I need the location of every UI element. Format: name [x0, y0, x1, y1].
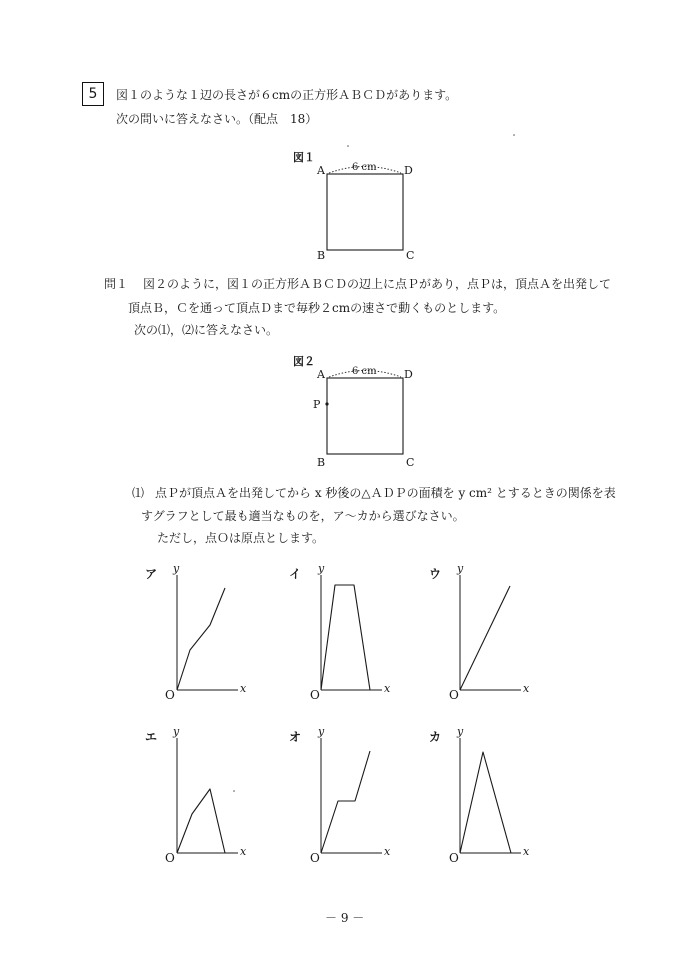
sub1-line-2: すグラフとして最も適当なものを，ア～カから選びなさい。: [141, 509, 465, 523]
graph-e-x-label: x: [240, 845, 247, 858]
graph-u-curve: [460, 586, 510, 690]
graph-e-origin: O: [165, 851, 175, 865]
sub1-label: ⑴: [132, 486, 145, 500]
graph-a-curve: [177, 588, 225, 690]
scan-speck: [347, 145, 349, 147]
graph-i-x-label: x: [384, 682, 391, 695]
figure2-vertex-a: A: [317, 368, 325, 381]
figure2-vertex-d: D: [404, 368, 413, 381]
intro-line-1: 図１のような１辺の長さが６cmの正方形ＡＢＣＤがあります。: [116, 88, 458, 102]
figure1-vertex-a: A: [317, 164, 325, 177]
q1-line-1: 図２のように，図１の正方形ＡＢＣＤの辺上に点Ｐがあり，点Ｐは，頂点Ａを出発して: [143, 277, 612, 291]
figure1-vertex-d: D: [404, 164, 413, 177]
graph-i-curve: [321, 585, 370, 690]
scan-speck: [233, 790, 235, 792]
q1-label: 問１: [104, 277, 129, 291]
graph-ka-x-label: x: [523, 845, 530, 858]
question-number: 5: [82, 82, 104, 106]
graph-e-curve: [177, 789, 225, 853]
figure1-dimension-arc: [329, 167, 401, 174]
graph-u-origin: O: [449, 688, 459, 702]
figure1-vertex-b: B: [317, 249, 326, 262]
graph-ka-y-label: y: [457, 725, 464, 738]
figure2-point-p: P: [313, 398, 321, 411]
scan-speck: [513, 134, 515, 136]
graph-i-label: イ: [289, 567, 302, 581]
figure2-point-p-dot: [325, 402, 328, 405]
figure1-side-label: 6 cm: [352, 162, 377, 173]
graph-ka-curve: [460, 752, 511, 853]
page-number: － 9 －: [325, 911, 365, 925]
figure2-side-label: 6 cm: [352, 366, 377, 377]
figure2-label: 図２: [293, 355, 315, 368]
figure1-label: 図１: [293, 151, 315, 164]
sub1-line-1: 点Ｐが頂点Ａを出発してから x 秒後の△ＡＤＰの面積を y cm² とするときの関係を表: [155, 486, 616, 500]
graph-ka-origin: O: [449, 851, 459, 865]
graph-e-y-label: y: [173, 725, 180, 738]
graph-o-y-label: y: [318, 725, 325, 738]
graph-a-label: ア: [145, 567, 158, 581]
graph-u-label: ウ: [429, 567, 442, 581]
figure2-vertex-b: B: [317, 456, 326, 469]
graph-u-x-label: x: [523, 682, 530, 695]
graph-o-curve: [321, 751, 370, 853]
figure1-square: [327, 174, 403, 250]
graph-u-y-label: y: [457, 562, 464, 575]
graph-a-y-label: y: [173, 562, 180, 575]
figure1-vertex-c: C: [406, 249, 415, 262]
graph-a-origin: O: [165, 688, 175, 702]
graph-e-label: エ: [145, 730, 158, 744]
graph-i-y-label: y: [318, 562, 325, 575]
graph-a-x-label: x: [240, 682, 247, 695]
graph-i-origin: O: [310, 688, 320, 702]
figure2-square: [327, 378, 403, 454]
q1-line-3: 次の⑴，⑵に答えなさい。: [134, 323, 279, 337]
graph-o-origin: O: [310, 851, 320, 865]
graph-o-label: オ: [289, 730, 302, 744]
graph-ka-label: カ: [429, 730, 442, 744]
q1-line-2: 頂点Ｂ，Ｃを通って頂点Ｄまで毎秒２cmの速さで動くものとします。: [128, 301, 506, 315]
graph-o-x-label: x: [384, 845, 391, 858]
sub1-line-3: ただし，点Ｏは原点とします。: [157, 531, 325, 545]
figure2-dimension-arc: [329, 371, 401, 378]
figure2-vertex-c: C: [406, 456, 415, 469]
intro-line-2: 次の問いに答えなさい。（配点 18）: [116, 112, 318, 126]
